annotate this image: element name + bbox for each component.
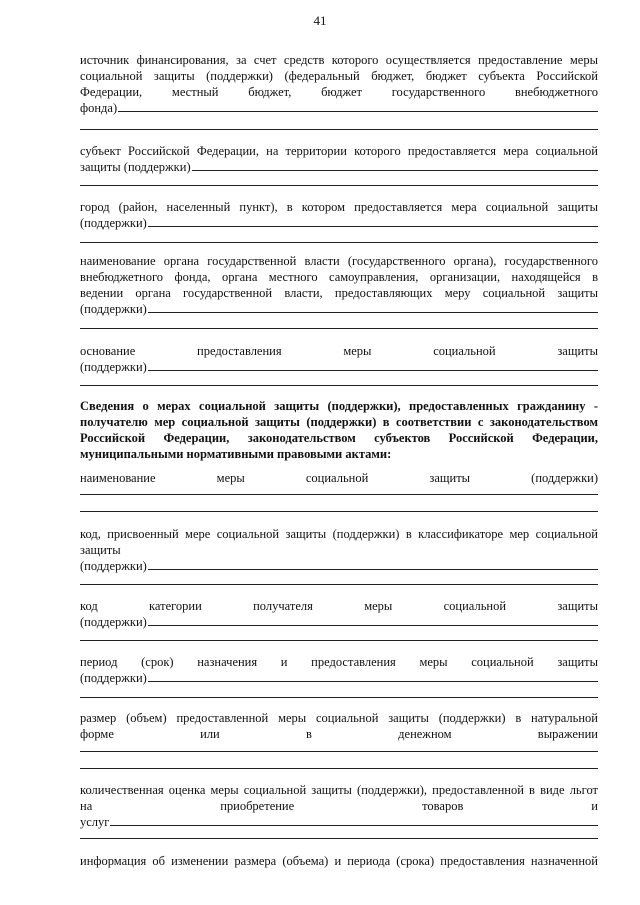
blank-line[interactable] [80,838,598,839]
blank-line[interactable] [80,242,598,243]
text-line: форме или в денежном выражении [80,727,598,741]
heading-line: Российской Федерации, законодательством субъектов Российской Федерации, [80,431,598,445]
fill-line[interactable] [148,359,598,371]
page-number: 41 [313,13,327,28]
text-line: код категории получателя меры социальной защиты [80,599,598,613]
text-line: ведении органа государственной власти, предоставляющих меру социальной защиты [80,286,598,300]
fill-line[interactable] [110,814,598,826]
fill-line[interactable] [148,614,598,626]
fill-line[interactable] [148,558,598,570]
recipient-category-field [80,598,598,630]
text-line: наименование органа государственной власти (государственного органа), государственного [80,254,598,268]
measure-code-field [80,526,598,574]
heading-line: Сведения о мерах социальной защиты (поддержки), предоставленных гражданину - [80,399,598,413]
text-line: период (срок) назначения и предоставления меры социальной защиты [80,655,598,669]
text-line: на приобретение товаров и [80,799,598,813]
text-line: субъект Российской Федерации, на территории которого предоставляется мера социальной [80,144,598,158]
measure-name-field [80,470,598,486]
text-line: внебюджетного фонда, органа местного самоуправления, организации, находящейся в [80,270,598,284]
quantitative-estimate-field [80,782,598,830]
text-line: защиты [80,543,121,557]
blank-line[interactable] [80,385,598,386]
text-line: информация об изменении размера (объема) и периода (срока) предоставления назначенной [80,854,598,868]
fill-label: (поддержки) [80,615,147,629]
fill-label: (поддержки) [80,360,147,374]
heading-line: получателю мер социальной защиты (поддержки) в соответствии с законодательством [80,415,598,429]
funding-source-field [80,52,598,116]
blank-line[interactable] [80,511,598,512]
authority-field [80,253,598,317]
basis-field [80,343,598,375]
fill-label: (поддержки) [80,302,147,316]
blank-line[interactable] [80,697,598,698]
fill-line[interactable] [118,100,598,112]
text-line: код, присвоенный мере социальной защиты (поддержки) в классификаторе мер социальной [80,527,598,541]
fill-line[interactable] [192,159,598,171]
city-field [80,199,598,231]
measures-heading [80,398,598,462]
fill-label: услуг [80,815,110,829]
text-line: город (район, населенный пункт), в котором предоставляется мера социальной защиты [80,200,598,214]
heading-line: муниципальными нормативными правовыми актами: [80,447,392,461]
period-field [80,654,598,686]
fill-line[interactable] [148,215,598,227]
text-line: количественная оценка меры социальной защиты (поддержки), предоставленной в виде льгот [80,783,598,797]
fill-line[interactable] [148,670,598,682]
blank-line[interactable] [80,494,598,495]
text-line: источник финансирования, за счет средств которого осуществляется предоставление меры [80,53,598,67]
text-line: Федерации, местный бюджет, бюджет государственного внебюджетного [80,85,598,99]
fill-label: (поддержки) [80,559,147,573]
size-field [80,710,598,742]
text-line: социальной защиты (поддержки) (федеральный бюджет, бюджет субъекта Российской [80,69,598,83]
fill-label: (поддержки) [80,216,147,230]
fill-label: фонда) [80,101,118,115]
blank-line[interactable] [80,584,598,585]
fill-label: (поддержки) [80,671,147,685]
blank-line[interactable] [80,640,598,641]
blank-line[interactable] [80,328,598,329]
change-info-field [80,853,598,869]
blank-line[interactable] [80,185,598,186]
blank-line[interactable] [80,751,598,752]
fill-line[interactable] [148,301,598,313]
blank-line[interactable] [80,768,598,769]
text-line: основание предоставления меры социальной защиты [80,344,598,358]
fill-label: защиты (поддержки) [80,160,191,174]
blank-line[interactable] [80,129,598,130]
federal-subject-field [80,143,598,175]
text-line: наименование меры социальной защиты (поддержки) [80,471,598,485]
text-line: размер (объем) предоставленной меры социальной защиты (поддержки) в натуральной [80,711,598,725]
